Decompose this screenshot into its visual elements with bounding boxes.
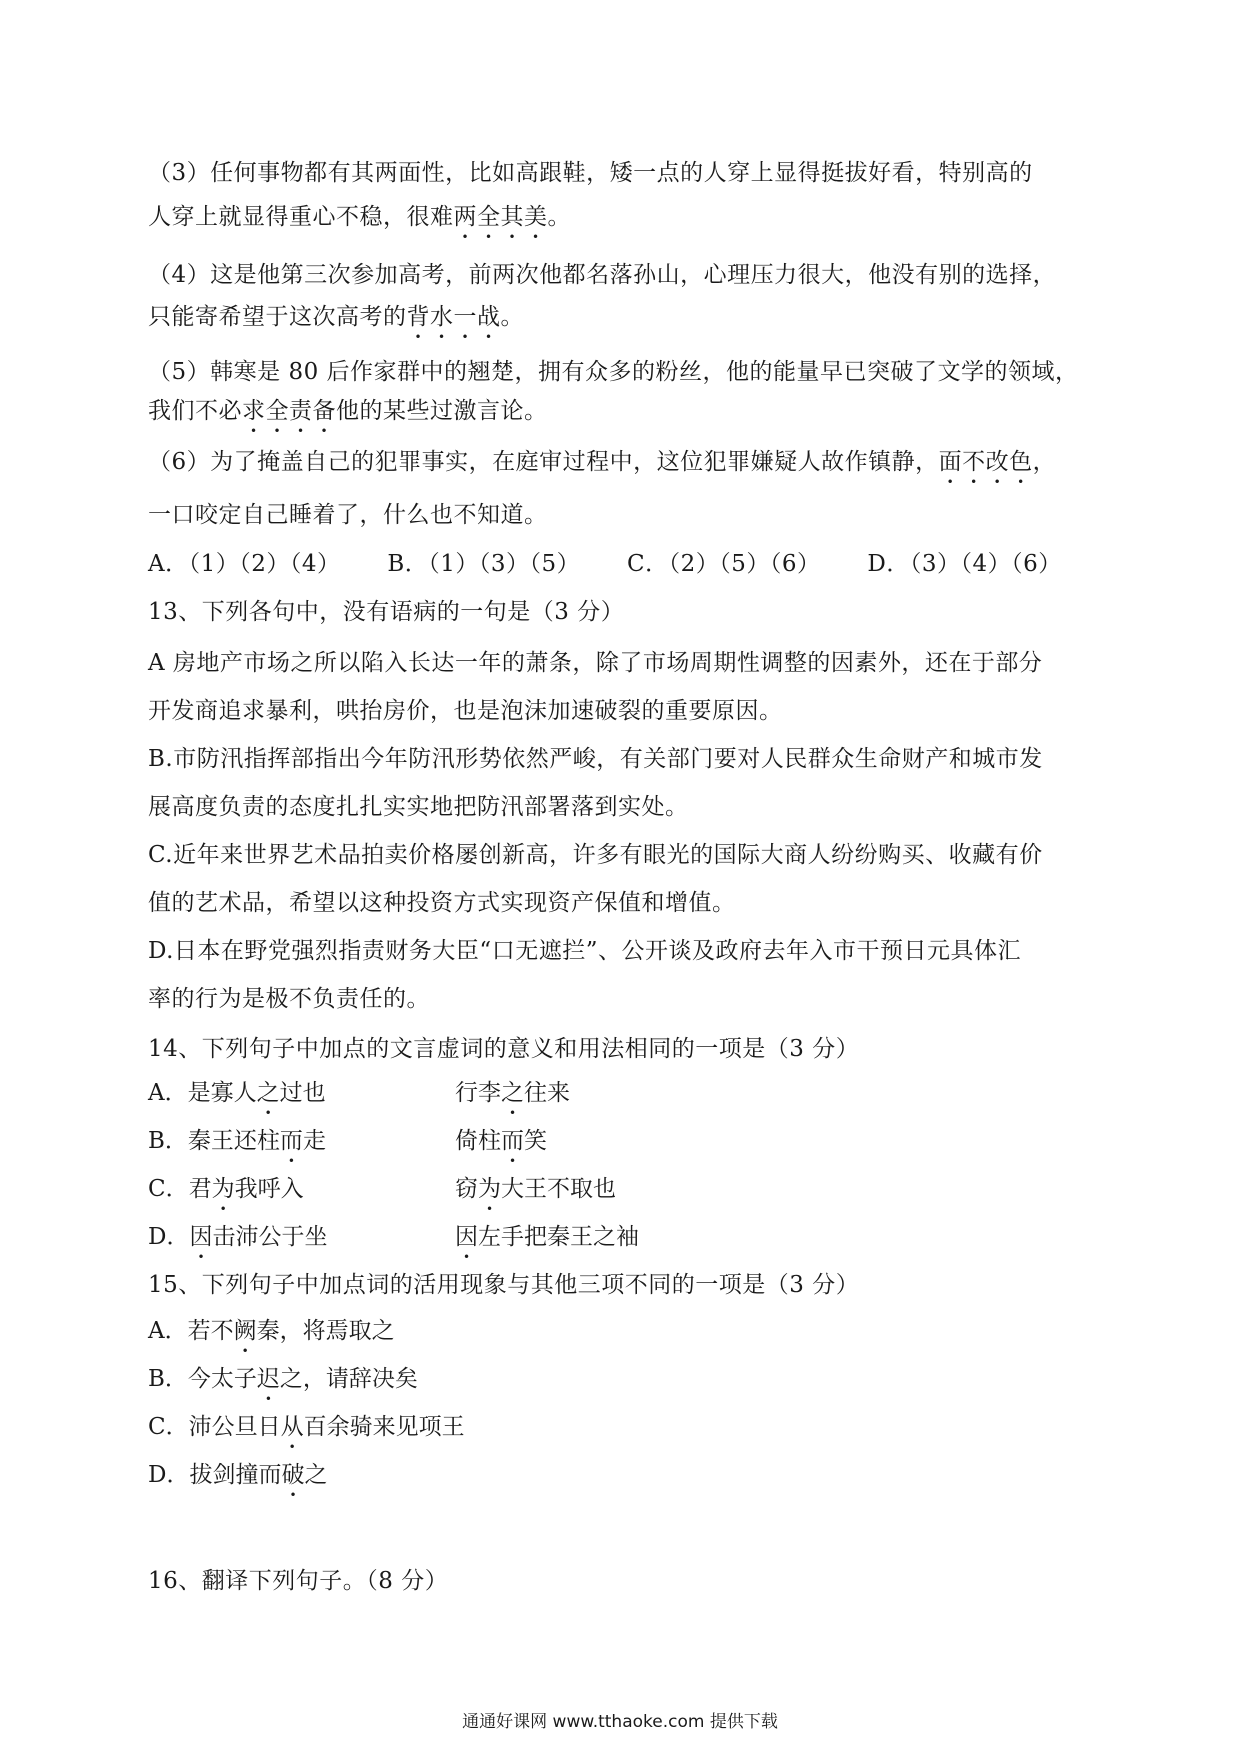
q13-option-b-line1: B.市防汛指挥部指出今年防汛形势依然严峻，有关部门要对人民群众生命财产和城市发 bbox=[148, 746, 1043, 772]
emphasis-phrase: 求全责备 bbox=[242, 398, 336, 424]
emphasis-phrase: 面不改色 bbox=[938, 449, 1033, 475]
q13-stem: 13、下列各句中，没有语病的一句是（3 分） bbox=[148, 599, 625, 625]
q14-option-a-left: A．是寡人之过也 bbox=[148, 1080, 326, 1106]
emphasis-word: 阙 bbox=[233, 1318, 257, 1344]
page-footer: 通通好课网 www.tthaoke.com 提供下载 bbox=[462, 1712, 778, 1732]
q13-option-d-line1: D.日本在野党强烈指责财务大臣“口无遮拦”、公开谈及政府去年入市干预日元具体汇 bbox=[148, 938, 1021, 964]
q12-item4-line1: （4）这是他第三次参加高考，前两次他都名落孙山，心理压力很大，他没有别的选择， bbox=[148, 262, 1057, 288]
emphasis-word: 迟 bbox=[256, 1366, 280, 1392]
q12-item5-line1: （5）韩寒是 80 后作家群中的翘楚，拥有众多的粉丝，他的能量早已突破了文学的领域， bbox=[148, 359, 1079, 385]
q15-option-a: A．若不阙秦，将焉取之 bbox=[148, 1318, 395, 1344]
q13-option-c-line2: 值的艺术品，希望以这种投资方式实现资产保值和增值。 bbox=[148, 890, 736, 916]
emphasis-word: 而 bbox=[501, 1128, 524, 1154]
q12-item5-line2: 我们不必求全责备他的某些过激言论。 bbox=[148, 398, 548, 424]
q15-option-d: D．拔剑撞而破之 bbox=[148, 1462, 328, 1488]
emphasis-word: 之 bbox=[501, 1080, 524, 1106]
emphasis-phrase: 两全其美 bbox=[453, 204, 548, 230]
q13-option-a-line1: A 房地产市场之所以陷入长达一年的萧条，除了市场周期性调整的因素外，还在于部分 bbox=[148, 650, 1043, 676]
q14-option-d-left: D．因击沛公于坐 bbox=[148, 1224, 328, 1250]
emphasis-word: 因 bbox=[455, 1224, 478, 1250]
q14-option-b-right: 倚柱而笑 bbox=[455, 1128, 547, 1154]
q14-stem: 14、下列句子中加点的文言虚词的意义和用法相同的一项是（3 分） bbox=[148, 1036, 860, 1062]
q15-option-b: B．今太子迟之，请辞决矣 bbox=[148, 1366, 418, 1392]
emphasis-word: 破 bbox=[281, 1462, 305, 1488]
q14-option-d-right: 因左手把秦王之袖 bbox=[455, 1224, 639, 1250]
q14-option-b-left: B．秦王还柱而走 bbox=[148, 1128, 326, 1154]
emphasis-word: 因 bbox=[189, 1224, 213, 1250]
q13-option-b-line2: 展高度负责的态度扎扎实实地把防汛部署落到实处。 bbox=[148, 794, 689, 820]
q12-choices: A．（1）（2）（4） B．（1）（3）（5） C．（2）（5）（6） D．（3）（4）（6） bbox=[148, 551, 1062, 577]
q16-stem: 16、翻译下列句子。（8 分） bbox=[148, 1568, 449, 1594]
emphasis-word: 为 bbox=[211, 1176, 235, 1202]
q12-item3-line2: 人穿上就显得重心不稳，很难两全其美。 bbox=[148, 204, 571, 230]
q12-item6-line2: 一口咬定自己睡着了，什么也不知道。 bbox=[148, 502, 548, 528]
q13-option-a-line2: 开发商追求暴利，哄抬房价，也是泡沫加速破裂的重要原因。 bbox=[148, 698, 783, 724]
q15-option-c: C．沛公旦日从百余骑来见项王 bbox=[148, 1414, 465, 1440]
q15-stem: 15、下列句子中加点词的活用现象与其他三项不同的一项是（3 分） bbox=[148, 1272, 860, 1298]
q14-option-c-right: 窃为大王不取也 bbox=[455, 1176, 616, 1202]
emphasis-phrase: 背水一战 bbox=[406, 304, 501, 330]
q14-option-c-left: C．君为我呼入 bbox=[148, 1176, 304, 1202]
q13-option-c-line1: C.近年来世界艺术品拍卖价格屡创新高，许多有眼光的国际大商人纷纷购买、收藏有价 bbox=[148, 842, 1043, 868]
q14-option-a-right: 行李之往来 bbox=[455, 1080, 570, 1106]
q12-item4-line2: 只能寄希望于这次高考的背水一战。 bbox=[148, 304, 524, 330]
emphasis-word: 之 bbox=[256, 1080, 280, 1106]
emphasis-word: 从 bbox=[280, 1414, 304, 1440]
emphasis-word: 为 bbox=[478, 1176, 501, 1202]
q12-item3-line1: （3）任何事物都有其两面性，比如高跟鞋，矮一点的人穿上显得挺拔好看，特别高的 bbox=[148, 160, 1033, 186]
emphasis-word: 而 bbox=[279, 1128, 303, 1154]
q13-option-d-line2: 率的行为是极不负责任的。 bbox=[148, 986, 430, 1012]
q12-item6-line1: （6）为了掩盖自己的犯罪事实，在庭审过程中，这位犯罪嫌疑人故作镇静，面不改色， bbox=[148, 449, 1057, 475]
